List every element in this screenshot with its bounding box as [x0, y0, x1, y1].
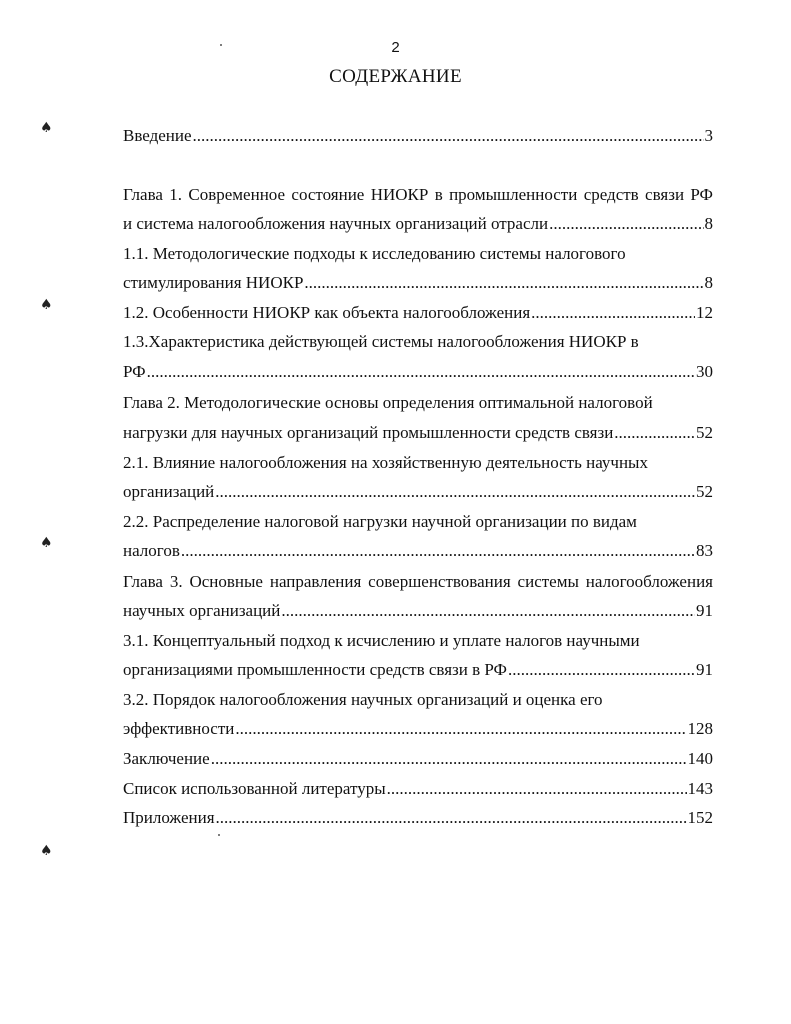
toc-entry-page: 30 [696, 362, 713, 381]
toc-leader [304, 271, 703, 295]
toc-entry-section-2-2-cont[interactable] [123, 539, 713, 563]
toc-leader [387, 777, 687, 801]
toc-entry-page: 91 [696, 601, 713, 620]
toc-leader [508, 658, 695, 682]
toc-entry-page: 91 [696, 660, 713, 679]
toc-entry-title: нагрузки для научных организаций промышленности средств связи [123, 423, 614, 442]
toc-entry-section-1-1-cont[interactable] [123, 271, 713, 295]
toc-entry-appendices[interactable] [123, 806, 713, 830]
toc-entry-title: 3.2. Порядок налогообложения научных организаций и оценка его [123, 690, 603, 709]
toc-entry-section-3-1-cont[interactable] [123, 658, 713, 682]
toc-entry-section-2-1-cont[interactable] [123, 480, 713, 504]
toc-leader [211, 747, 687, 771]
toc-entry-title: организациями промышленности средств связи в РФ [123, 660, 507, 679]
toc-entry-section-1-1[interactable] [123, 242, 713, 266]
toc-entry-page: 3 [704, 126, 713, 145]
toc-leader [147, 360, 695, 384]
margin-mark-icon: ♠ [40, 535, 53, 551]
toc-entry-section-1-2[interactable] [123, 301, 713, 325]
toc-entry-page: 83 [696, 541, 713, 560]
page-number: 2 [391, 39, 400, 56]
toc-entry-title: стимулирования НИОКР [123, 273, 304, 292]
toc-leader [531, 301, 695, 325]
toc-entry-section-2-1[interactable] [123, 451, 713, 475]
toc-entry-title: и система налогообложения научных организаций отрасли [123, 214, 549, 233]
toc-entry-title: Введение [123, 126, 192, 145]
toc-entry-title: организаций [123, 482, 215, 501]
toc-entry-page: 8 [704, 214, 713, 233]
toc-entry-title: 2.1. Влияние налогообложения на хозяйственную деятельность научных [123, 453, 648, 472]
toc-entry-title: 1.3.Характеристика действующей системы налогообложения НИОКР в [123, 332, 639, 351]
toc-entry-title: Глава 1. Современное состояние НИОКР в промышленности средств связи РФ [123, 185, 713, 204]
toc-entry-page: 152 [687, 808, 713, 827]
toc-entry-title: Список использованной литературы [123, 779, 386, 798]
toc-entry-title: 3.1. Концептуальный подход к исчислению и уплате налогов научными [123, 631, 640, 650]
toc-entry-section-3-2[interactable] [123, 688, 713, 712]
toc-entry-page: 143 [687, 779, 713, 798]
margin-mark-icon: ♠ [40, 297, 53, 313]
toc-entry-title: 1.1. Методологические подходы к исследованию системы налогового [123, 244, 626, 263]
toc-entry-chapter-1[interactable] [123, 183, 713, 207]
margin-mark-icon: ♠ [40, 843, 53, 859]
toc-entry-section-1-3-cont[interactable] [123, 360, 713, 384]
toc-leader [235, 717, 686, 741]
toc-entry-title: 1.2. Особенности НИОКР как объекта налогообложения [123, 303, 531, 322]
toc-entry-section-3-1[interactable] [123, 629, 713, 653]
toc-entry-page: 140 [687, 749, 713, 768]
toc-leader [281, 599, 695, 623]
toc-entry-title: Глава 2. Методологические основы определения оптимальной налоговой [123, 393, 653, 412]
toc-leader [216, 806, 687, 830]
toc-entry-chapter-2-cont[interactable] [123, 421, 713, 445]
toc-leader [215, 480, 695, 504]
margin-mark-icon: ♠ [40, 120, 53, 136]
toc-leader [193, 124, 704, 148]
toc-entry-page: 8 [704, 273, 713, 292]
toc-entry-page: 12 [696, 303, 713, 322]
toc-entry-title: эффективности [123, 719, 235, 738]
toc-entry-section-1-3[interactable] [123, 330, 713, 354]
table-of-contents [123, 0, 713, 1024]
toc-entry-conclusion[interactable] [123, 747, 713, 771]
toc-entry-chapter-3-cont[interactable] [123, 599, 713, 623]
toc-entry-section-2-2[interactable] [123, 510, 713, 534]
toc-entry-title: налогов [123, 541, 180, 560]
toc-entry-title: 2.2. Распределение налоговой нагрузки научной организации по видам [123, 512, 637, 531]
toc-entry-title: Приложения [123, 808, 215, 827]
toc-leader [181, 539, 695, 563]
toc-entry-page: 128 [687, 719, 713, 738]
toc-entry-page: 52 [696, 482, 713, 501]
toc-entry-title: научных организаций [123, 601, 281, 620]
page-title: СОДЕРЖАНИЕ [329, 66, 462, 87]
toc-entry-references[interactable] [123, 777, 713, 801]
toc-entry-section-3-2-cont[interactable] [123, 717, 713, 741]
toc-entry-chapter-3[interactable] [123, 570, 713, 594]
toc-entry-title: Заключение [123, 749, 210, 768]
toc-entry-page: 52 [696, 423, 713, 442]
toc-leader [614, 421, 695, 445]
toc-entry-chapter-1-cont[interactable] [123, 212, 713, 236]
toc-entry-chapter-2[interactable] [123, 391, 713, 415]
toc-entry-title: Глава 3. Основные направления совершенствования системы налогообложения [123, 572, 713, 591]
toc-entry-title: РФ [123, 362, 146, 381]
toc-entry-introduction[interactable] [123, 124, 713, 148]
toc-leader [549, 212, 703, 236]
